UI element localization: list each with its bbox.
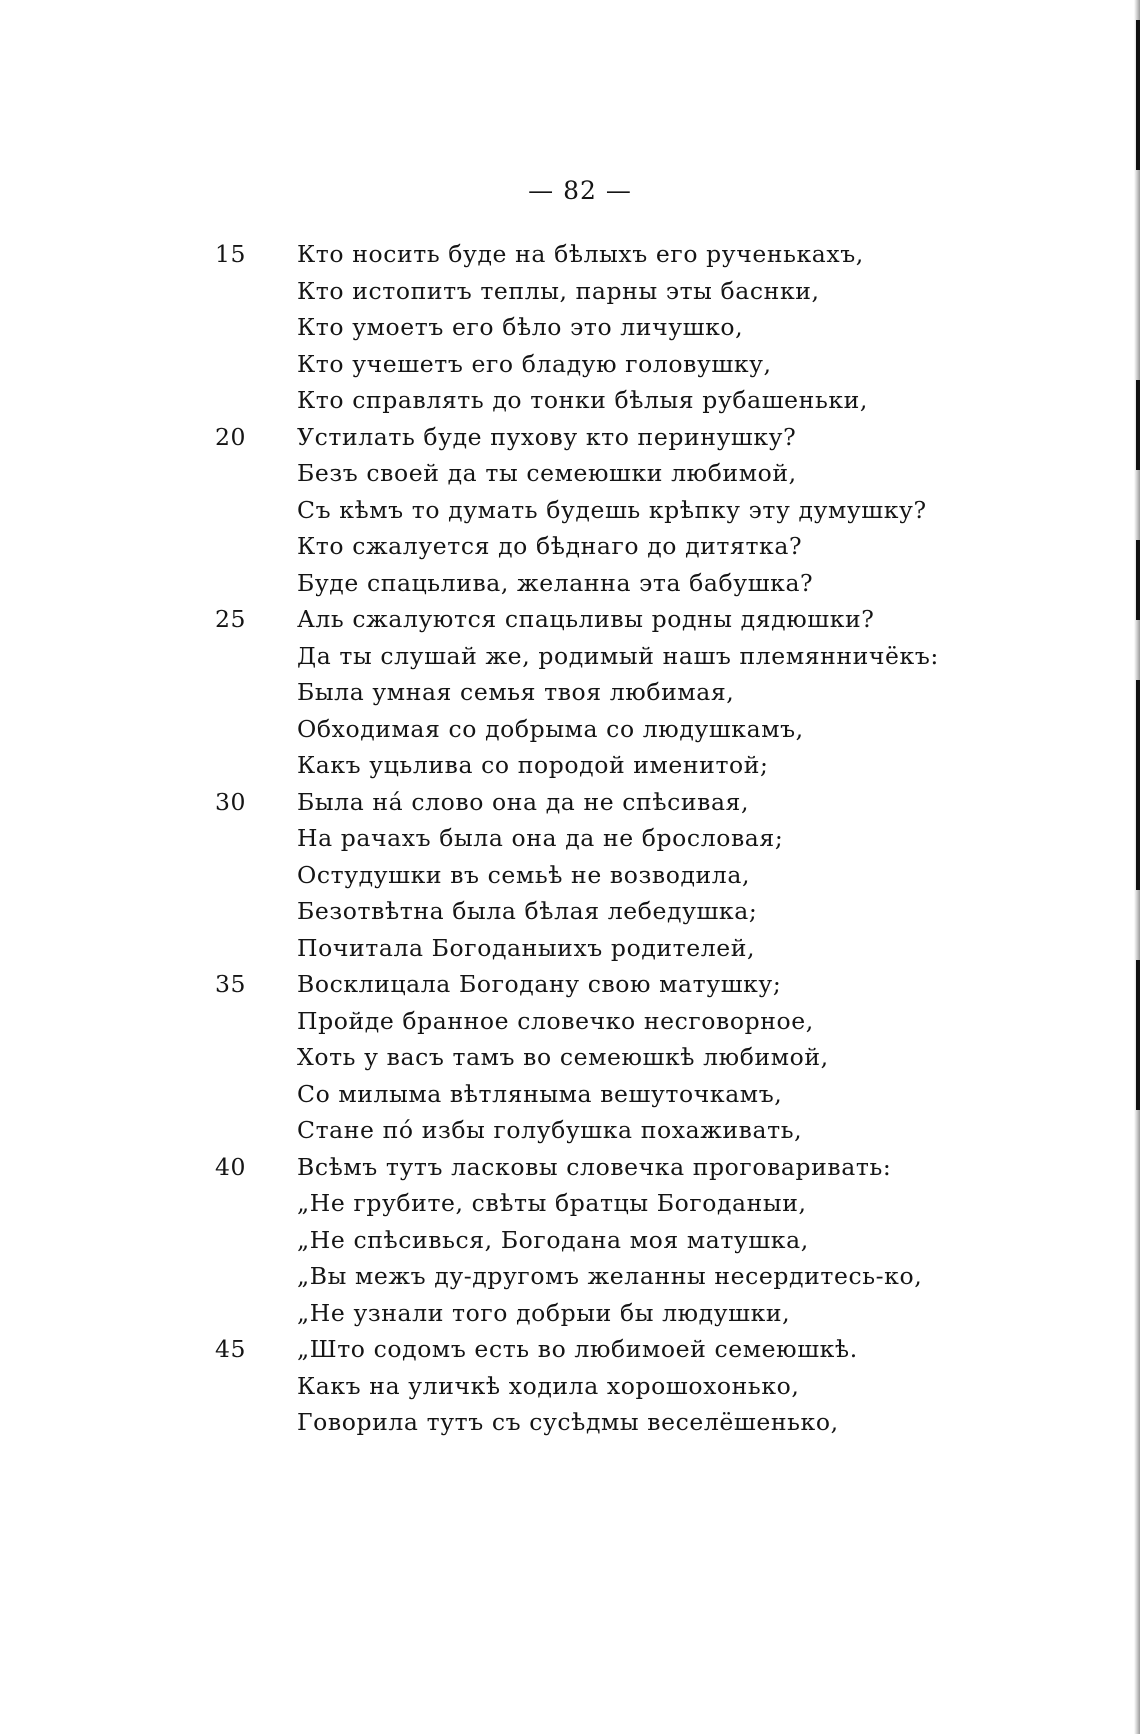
verse-line <box>255 893 975 930</box>
verse-line <box>255 455 975 492</box>
line-text: Кто справлять до тонки бѣлыя рубашеньки, <box>297 386 868 414</box>
verse-line <box>255 747 975 784</box>
verse-line <box>215 1331 975 1368</box>
verse-line <box>255 309 975 346</box>
line-text: Обходимая со добрыма со людушкамъ, <box>297 714 804 743</box>
line-number: 15 <box>215 240 247 268</box>
line-text: Пройде бранное словечко несговорное, <box>297 1006 814 1035</box>
verse-line <box>255 1039 975 1076</box>
line-text: Кто сжалуется до бѣднаго до дитятка? <box>297 532 803 560</box>
verse-line <box>255 346 975 383</box>
verse-line <box>215 601 975 638</box>
edge-scan-mark <box>1136 680 1140 890</box>
line-text: На рачахъ была она да не брословая; <box>297 824 784 852</box>
edge-scan-mark <box>1136 380 1140 470</box>
verse-line <box>215 419 975 456</box>
line-text: Кто носить буде на бѣлыхъ его рученькахъ, <box>297 240 864 268</box>
verse-line <box>255 1112 975 1149</box>
line-text: „Не грубите, свѣты братцы Богоданыи, <box>297 1189 807 1217</box>
verse-line <box>255 930 975 967</box>
line-text: „Не спѣсивься, Богодана моя матушка, <box>297 1225 809 1254</box>
verse-line <box>215 966 975 1003</box>
line-number: 20 <box>215 422 247 451</box>
line-text: Со милыма вѣтляныма вешуточкамъ, <box>297 1079 783 1108</box>
verse-line <box>255 1368 975 1405</box>
line-text: Была умная семья твоя любимая, <box>297 678 735 706</box>
line-text: Устилать буде пухову кто перинушку? <box>297 422 797 451</box>
line-text: Говорила тутъ съ сусѣдмы веселёшенько, <box>297 1408 839 1436</box>
line-text: Почитала Богоданыихъ родителей, <box>297 933 756 962</box>
line-number: 45 <box>215 1335 247 1363</box>
line-number: 40 <box>215 1152 247 1181</box>
line-text: Кто умоетъ его бѣло это личушко, <box>297 313 744 341</box>
verse-line <box>255 1258 975 1295</box>
verse-line <box>255 1404 975 1441</box>
verse-line <box>255 674 975 711</box>
line-text: „Не узнали того добрыи бы людушки, <box>297 1298 791 1327</box>
line-text: „Што содомъ есть во любимоей семеюшкѣ. <box>297 1335 858 1363</box>
line-text: Безотвѣтна была бѣлая лебедушка; <box>297 897 758 925</box>
line-text: Кто учешетъ его бладую головушку, <box>297 349 772 378</box>
line-text: „Вы межъ ду-другомъ желанны несердитесь-ко, <box>297 1262 923 1290</box>
line-text: Буде спацьлива, желанна эта бабушка? <box>297 568 814 597</box>
poem-text <box>215 236 975 1441</box>
line-number: 30 <box>215 787 247 816</box>
verse-line <box>255 565 975 602</box>
line-text: Стане пó избы голубушка похаживать, <box>297 1116 803 1144</box>
line-number: 35 <box>215 970 247 998</box>
line-number: 25 <box>215 605 247 633</box>
verse-line <box>255 1185 975 1222</box>
verse-line <box>255 1222 975 1259</box>
verse-line <box>215 784 975 821</box>
verse-line <box>215 1149 975 1186</box>
verse-line <box>255 528 975 565</box>
verse-line <box>255 492 975 529</box>
edge-scan-mark <box>1136 540 1140 620</box>
verse-line <box>255 857 975 894</box>
verse-line <box>255 1076 975 1113</box>
line-text: Кто истопитъ теплы, парны эты баснки, <box>297 276 820 305</box>
verse-line <box>255 711 975 748</box>
line-text: Какъ на уличкѣ ходила хорошохонько, <box>297 1371 800 1400</box>
verse-line <box>215 236 975 273</box>
line-text: Была нá слово она да не спѣсивая, <box>297 787 750 816</box>
page-number: — 82 — <box>528 176 632 205</box>
line-text: Безъ своей да ты семеюшки любимой, <box>297 459 797 487</box>
verse-line <box>255 1295 975 1332</box>
edge-scan-mark <box>1136 20 1140 170</box>
verse-line <box>255 820 975 857</box>
line-text: Остудушки въ семьѣ не возводила, <box>297 860 751 889</box>
line-text: Съ кѣмъ то думать будешь крѣпку эту думушку? <box>297 495 927 524</box>
line-text: Какъ уцьлива со породой именитой; <box>297 751 769 779</box>
verse-line <box>255 638 975 675</box>
line-text: Восклицала Богодану свою матушку; <box>297 970 782 998</box>
edge-scan-mark <box>1136 960 1140 1110</box>
line-text: Хоть у васъ тамъ во семеюшкѣ любимой, <box>297 1043 829 1071</box>
verse-line <box>255 1003 975 1040</box>
line-text: Да ты слушай же, родимый нашъ племянничёкъ: <box>297 641 939 670</box>
verse-line <box>255 273 975 310</box>
verse-line <box>255 382 975 419</box>
line-text: Всѣмъ тутъ ласковы словечка проговаривать: <box>297 1152 892 1181</box>
line-text: Аль сжалуются спацьливы родны дядюшки? <box>297 605 875 633</box>
